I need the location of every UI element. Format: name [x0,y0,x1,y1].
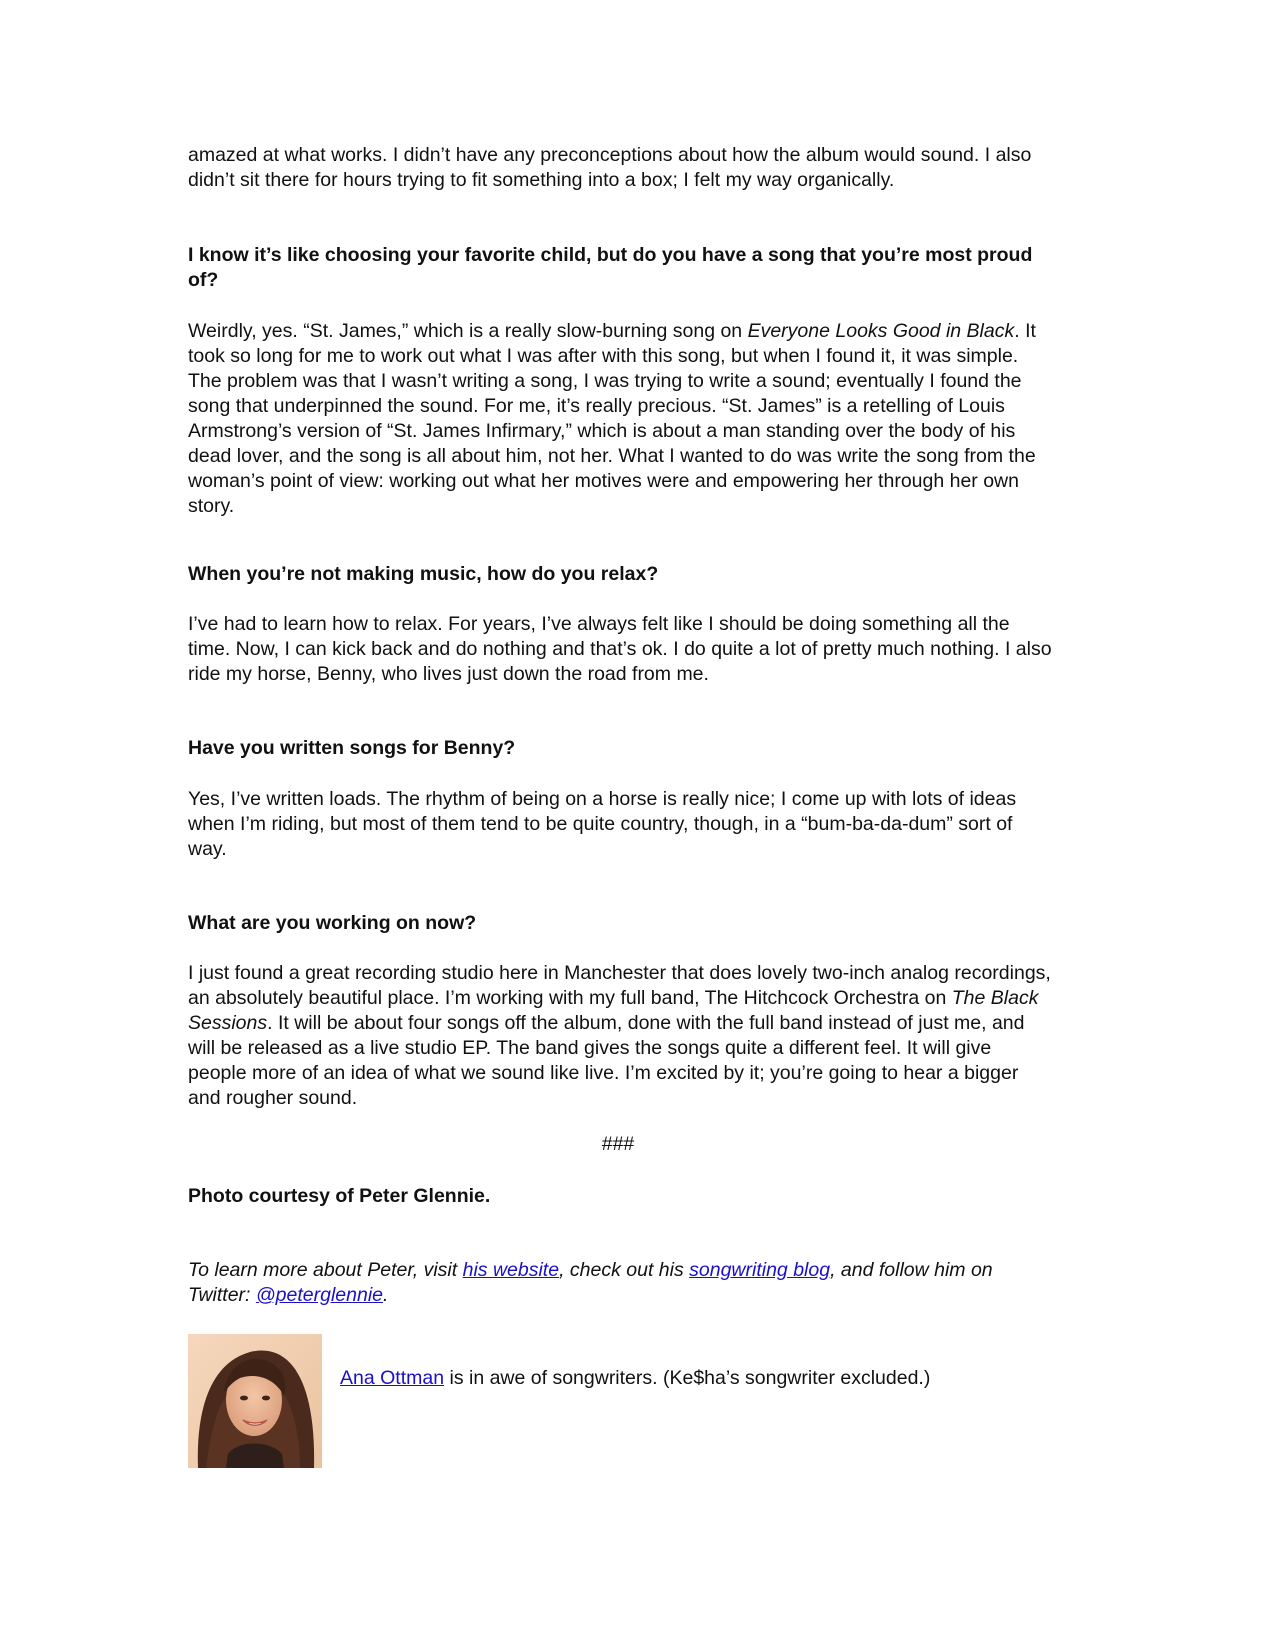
question-heading: I know it’s like choosing your favorite child, but do you have a song that you’re most proud of? [188,244,1033,291]
learn-more-text: , and follow him on Twitter: [188,1259,993,1306]
question-heading: What are you working on now? [188,912,477,934]
answer-paragraph: Yes, I’ve written loads. The rhythm of being on a horse is really nice; I come up with lots of ideas when I’m riding, but most of them tend to be quite country, though, in a “bum-ba-da-dum” sort of way. [188,788,1017,860]
bio-text [340,1366,930,1391]
author-name-link[interactable]: Ana Ottman [340,1367,445,1389]
bio-description: is in awe of songwriters. (Ke$ha’s songwriter excluded.) [444,1367,931,1389]
twitter-link[interactable]: @peterglennie [255,1284,384,1306]
question-heading: When you’re not making music, how do you relax? [188,563,659,585]
answer-text: I just found a great recording studio here in Manchester that does lovely two-inch analog recordings, an absolutely beautiful place. I’m working with my full band, The Hitchcock Orchestra on [188,962,1051,1009]
section-separator: ### [601,1133,635,1155]
answer-text: . It will be about four songs off the album, done with the full band instead of just me, and will be released as a live studio EP. The band gives the songs quite a different feel. It will give people more of an idea of what we sound like live. I’m excited by it; you’re going to hear a bigger and rougher sound. [188,1012,1025,1109]
website-link[interactable]: his website [462,1259,560,1281]
answer-paragraph [188,319,1050,519]
learn-more-text: . [383,1284,389,1306]
learn-more-paragraph [188,1258,1048,1308]
author-portrait-image [188,1334,322,1468]
author-bio [188,1334,930,1468]
intro-paragraph: amazed at what works. I didn’t have any preconceptions about how the album would sound. I also didn’t sit there for hours trying to fit something into a box; I felt my way organically. [188,144,1032,191]
photo-credit: Photo courtesy of Peter Glennie. [188,1185,491,1207]
learn-more-text: To learn more about Peter, visit [188,1259,463,1281]
answer-paragraph [188,961,1054,1111]
album-title: Everyone Looks Good in Black [747,320,1015,342]
session-title: The Black Sessions [188,987,1039,1034]
answer-paragraph: I’ve had to learn how to relax. For years, I’ve always felt like I should be doing something all the time. Now, I can kick back and do nothing and that’s ok. I do quite a lot of pretty much nothing. I also ride my horse, Benny, who lives just down the road from me. [188,613,1052,685]
author-photo [188,1334,322,1468]
question-heading: Have you written songs for Benny? [188,737,516,759]
learn-more-text: , check out his [559,1259,690,1281]
answer-text: . It took so long for me to work out what I was after with this song, but when I found it, it was simple. The problem was that I wasn’t writing a song, I was trying to write a sound; eventually I found the song that underpinned the sound. For me, it’s really precious. “St. James” is a retelling of Louis Armstrong’s version of “St. James Infirmary,” which is about a man standing over the body of his dead lover, and the song is all about him, not her. What I wanted to do was write the song from the woman’s point of view: working out what her motives were and empowering her through her own story. [188,320,1036,517]
answer-text: Weirdly, yes. “St. James,” which is a really slow-burning song on [188,320,748,342]
songwriting-blog-link[interactable]: songwriting blog [689,1259,831,1281]
